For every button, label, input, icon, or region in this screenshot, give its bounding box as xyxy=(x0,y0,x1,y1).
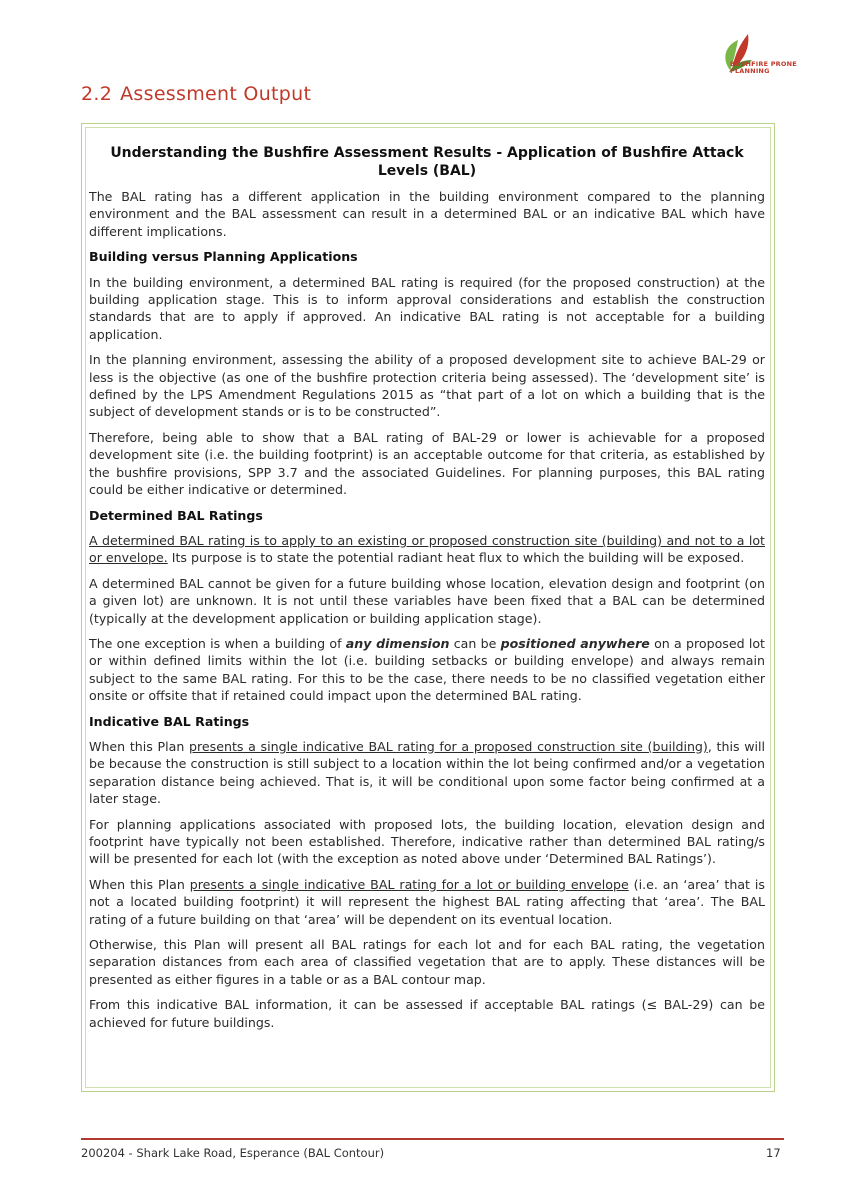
paragraph-determined-future: A determined BAL cannot be given for a future building whose location, elevation design and footprint (on a given lot) are unknown. It is not until these variables have been fixed that a BAL can be determined (typically at the development application or building application stage). xyxy=(89,575,765,626)
paragraph-text: When this Plan xyxy=(89,876,190,892)
paragraph-text: (i.e. an ‘area’ that is not a located building footprint) it will represent the highest BAL rating affecting that ‘area’. The BAL rating of a future building on that ‘area’ will be dependent on its eventual location. xyxy=(89,876,765,927)
paragraph-text: can be xyxy=(449,635,501,651)
footer-document-title: 200204 - Shark Lake Road, Esperance (BAL Contour) xyxy=(81,1146,385,1160)
subheading-building-vs-planning: Building versus Planning Applications xyxy=(89,249,358,265)
paragraph-planning-lots: For planning applications associated with proposed lots, the building location, elevation design and footprint have typically not been established. Therefore, indicative rather than determined BAL rating/s will be presented for each lot (with the exception as noted above under ‘Determined BAL Ratings’). xyxy=(89,816,765,867)
paragraph-building-environment: In the building environment, a determined BAL rating is required (for the proposed construction) at the building application stage. This is to inform approval considerations and establish the construction standards that are to apply if approved. An indicative BAL rating is not acceptable for a building application. xyxy=(89,274,765,342)
subheading-indicative-bal: Indicative BAL Ratings xyxy=(89,713,250,729)
paragraph-indicative-lot xyxy=(89,876,765,928)
page-number: 17 xyxy=(766,1146,781,1160)
emphasis-any-dimension: any dimension xyxy=(345,635,450,651)
underlined-text: presents a single indicative BAL rating for a proposed construction site (building) xyxy=(189,738,708,754)
paragraph-from-this: From this indicative BAL information, it can be assessed if acceptable BAL ratings (≤ BAL-29) can be achieved for future buildings. xyxy=(89,997,765,1030)
box-heading: Understanding the Bushfire Assessment Results - Application of Bushfire Attack Levels (BAL) xyxy=(110,145,744,179)
paragraph-therefore: Therefore, being able to show that a BAL rating of BAL-29 or lower is achievable for a proposed development site (i.e. the building footprint) is an acceptable outcome for that criteria, as established by the bushfire provisions, SPP 3.7 and the associated Guidelines. For planning purposes, this BAL rating could be either indicative or determined. xyxy=(89,429,765,498)
paragraph-text: , this will be because the construction is still subject to a location within the lot being confirmed and/or a vegetation separation distance being achieved. That is, it will be conditional upon some factor being confirmed at a later stage. xyxy=(89,738,765,807)
section-title xyxy=(81,83,311,105)
emphasis-positioned-anywhere: positioned anywhere xyxy=(500,635,650,651)
paragraph-otherwise: Otherwise, this Plan will present all BAL ratings for each lot and for each BAL rating, the vegetation separation distances from each area of classified vegetation that are to apply. These distances will be presented as either figures in a table or as a BAL contour map. xyxy=(89,937,765,987)
paragraph-text: on a proposed lot or within defined limits within the lot (i.e. building setbacks or building envelope) and always remain subject to the same BAL rating. For this to be the case, there needs to be no classified vegetation either onsite or offsite that if retained could impact upon the determined BAL rating. xyxy=(89,635,765,704)
paragraph-planning-environment: In the planning environment, assessing the ability of a proposed development site to achieve BAL-29 or less is the objective (as one of the bushfire protection criteria being assessed). The ‘development site’ is defined by the LPS Amendment Regulations 2015 as “that part of a lot on which a building that is the subject of development stands or is to be constructed”. xyxy=(89,352,765,420)
section-number: 2.2 xyxy=(81,83,113,105)
logo-line-1: BUSHFIRE PRONE xyxy=(730,60,797,68)
paragraph-text: The one exception is when a building of xyxy=(89,635,346,651)
paragraph-determined-definition xyxy=(89,532,765,567)
paragraph-text: Its purpose is to state the potential radiant heat flux to which the building will be exposed. xyxy=(167,550,745,566)
paragraph-exception xyxy=(89,635,765,705)
logo-text xyxy=(730,61,797,75)
logo-line-2: PLANNING xyxy=(730,67,770,75)
paragraph-indicative-site xyxy=(89,738,765,808)
info-box-content xyxy=(89,144,765,1039)
subheading-determined-bal: Determined BAL Ratings xyxy=(89,507,263,523)
intro-paragraph: The BAL rating has a different application in the building environment compared to the planning environment and the BAL assessment can result in a determined BAL or an indicative BAL which have different implications. xyxy=(89,189,765,239)
section-title-text: Assessment Output xyxy=(120,83,312,105)
paragraph-text: When this Plan xyxy=(89,738,190,754)
underlined-text: presents a single indicative BAL rating for a lot or building envelope xyxy=(189,876,629,892)
underlined-text: A determined BAL rating is to apply to an existing or proposed construction site (building) and not to a lot or envelope. xyxy=(89,532,765,566)
footer-divider xyxy=(81,1138,784,1140)
